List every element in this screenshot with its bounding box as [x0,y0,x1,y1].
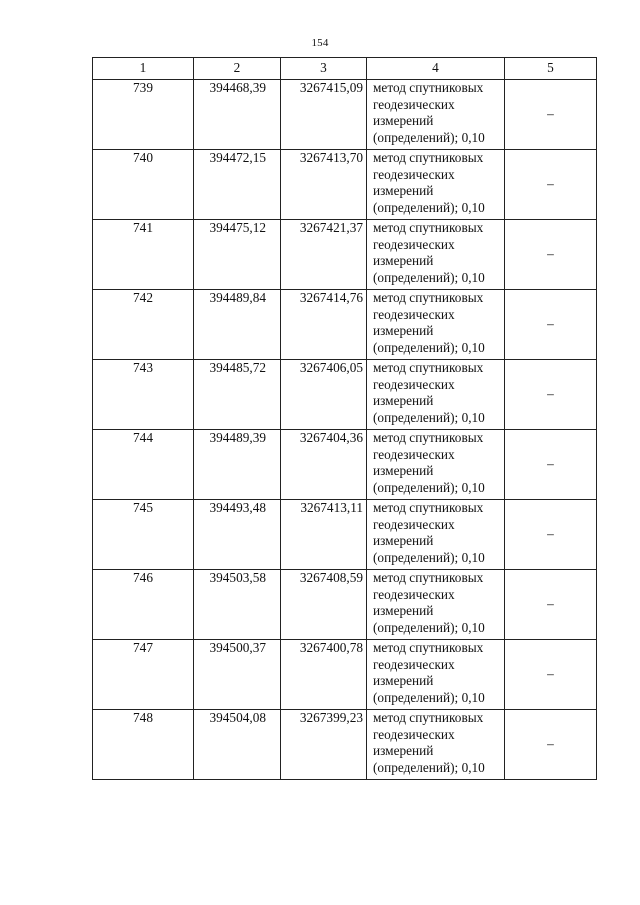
method-line: измерений [373,603,434,618]
table-row [93,640,597,710]
method-line: измерений [373,323,434,338]
table-row [93,430,597,500]
method-line: измерений [373,183,434,198]
point-number-cell: 741 [93,220,194,290]
method-line: метод спутниковых [373,500,484,515]
x-coordinate-cell: 394500,37 [194,640,281,710]
column-5-cell: – [505,500,597,570]
method-line: измерений [373,393,434,408]
method-line: геодезических [373,306,455,322]
x-coordinate-cell: 394493,48 [194,500,281,570]
column-header: 2 [194,58,281,80]
method-line: (определений); 0,10 [373,129,485,145]
table-row [93,220,597,290]
column-5-cell: – [505,430,597,500]
point-number-cell: 748 [93,710,194,780]
page-number: 154 [311,37,329,49]
method-line: геодезических [373,96,455,112]
column-5-cell: – [505,290,597,360]
table-row [93,150,597,220]
point-number-cell: 739 [93,80,194,150]
y-coordinate-cell: 3267413,11 [281,500,367,570]
table-header-row [93,58,597,80]
method-line: (определений); 0,10 [373,409,485,425]
x-coordinate-cell: 394468,39 [194,80,281,150]
column-5-cell: – [505,640,597,710]
method-line: (определений); 0,10 [373,269,485,285]
point-number-cell: 742 [93,290,194,360]
method-line: измерений [373,113,434,128]
y-coordinate-cell: 3267421,37 [281,220,367,290]
table-row [93,570,597,640]
method-cell [367,500,505,570]
coordinates-table [92,57,597,780]
table-row [93,360,597,430]
column-5-cell: – [505,570,597,640]
method-line: измерений [373,463,434,478]
method-cell [367,360,505,430]
method-cell [367,220,505,290]
method-line: измерений [373,253,434,268]
table-row [93,290,597,360]
method-line: метод спутниковых [373,220,484,235]
method-line: (определений); 0,10 [373,759,485,775]
method-line: геодезических [373,376,455,392]
method-cell [367,710,505,780]
column-5-cell: – [505,220,597,290]
point-number-cell: 744 [93,430,194,500]
method-line: (определений); 0,10 [373,479,485,495]
method-line: измерений [373,743,434,758]
method-cell [367,290,505,360]
x-coordinate-cell: 394472,15 [194,150,281,220]
column-header: 4 [367,58,505,80]
y-coordinate-cell: 3267404,36 [281,430,367,500]
method-line: метод спутниковых [373,80,484,95]
method-line: метод спутниковых [373,150,484,165]
method-line: геодезических [373,656,455,672]
y-coordinate-cell: 3267400,78 [281,640,367,710]
column-5-cell: – [505,710,597,780]
method-line: геодезических [373,446,455,462]
x-coordinate-cell: 394489,39 [194,430,281,500]
point-number-cell: 747 [93,640,194,710]
column-header: 5 [505,58,597,80]
method-line: метод спутниковых [373,290,484,305]
method-line: метод спутниковых [373,570,484,585]
method-cell [367,570,505,640]
method-line: (определений); 0,10 [373,619,485,635]
x-coordinate-cell: 394489,84 [194,290,281,360]
y-coordinate-cell: 3267413,70 [281,150,367,220]
method-cell [367,640,505,710]
method-cell [367,430,505,500]
method-line: геодезических [373,516,455,532]
x-coordinate-cell: 394485,72 [194,360,281,430]
point-number-cell: 740 [93,150,194,220]
method-line: метод спутниковых [373,430,484,445]
column-5-cell: – [505,80,597,150]
method-cell [367,80,505,150]
table-row [93,710,597,780]
method-line: метод спутниковых [373,710,484,725]
method-line: (определений); 0,10 [373,689,485,705]
table-row [93,500,597,570]
x-coordinate-cell: 394503,58 [194,570,281,640]
method-line: метод спутниковых [373,640,484,655]
method-cell [367,150,505,220]
x-coordinate-cell: 394504,08 [194,710,281,780]
method-line: (определений); 0,10 [373,199,485,215]
method-line: метод спутниковых [373,360,484,375]
point-number-cell: 746 [93,570,194,640]
column-header: 3 [281,58,367,80]
y-coordinate-cell: 3267415,09 [281,80,367,150]
method-line: (определений); 0,10 [373,339,485,355]
y-coordinate-cell: 3267406,05 [281,360,367,430]
method-line: (определений); 0,10 [373,549,485,565]
method-line: геодезических [373,726,455,742]
column-header: 1 [93,58,194,80]
y-coordinate-cell: 3267399,23 [281,710,367,780]
method-line: геодезических [373,236,455,252]
x-coordinate-cell: 394475,12 [194,220,281,290]
method-line: измерений [373,533,434,548]
point-number-cell: 743 [93,360,194,430]
method-line: геодезических [373,166,455,182]
point-number-cell: 745 [93,500,194,570]
method-line: геодезических [373,586,455,602]
method-line: измерений [373,673,434,688]
y-coordinate-cell: 3267408,59 [281,570,367,640]
column-5-cell: – [505,360,597,430]
y-coordinate-cell: 3267414,76 [281,290,367,360]
table-row [93,80,597,150]
column-5-cell: – [505,150,597,220]
